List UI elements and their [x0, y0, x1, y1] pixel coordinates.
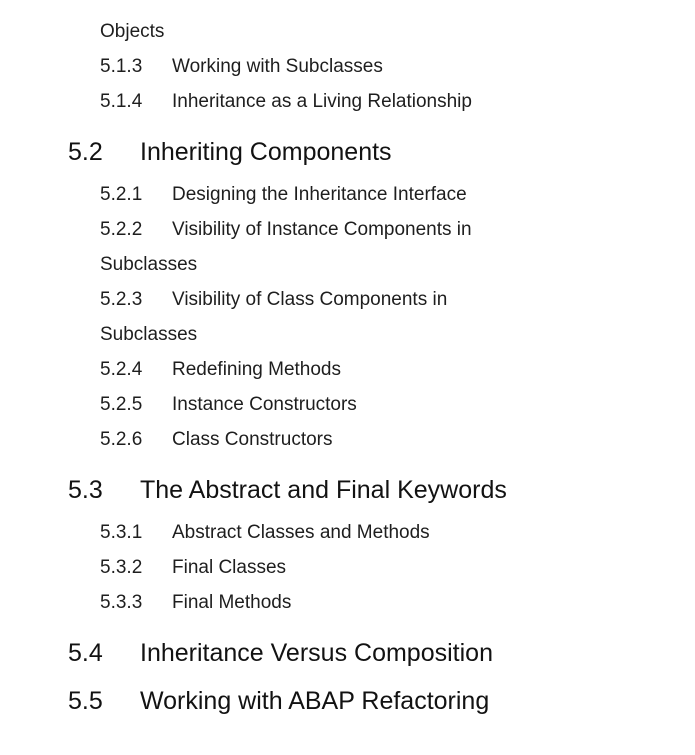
- toc-entry-number: 5.2.4: [100, 359, 143, 380]
- toc-entry-number: 5.3.2: [100, 557, 143, 578]
- toc-entry-title: Redefining Methods: [172, 359, 341, 380]
- toc-entry-number: 5.2.5: [100, 394, 143, 415]
- toc-entry-title: The Abstract and Final Keywords: [140, 476, 507, 504]
- toc-entry-number: 5.2: [68, 138, 103, 166]
- toc-entry-text: Subclasses: [100, 324, 198, 345]
- toc-entry-number: 5.2.3: [100, 289, 143, 310]
- toc-entry-continuation[interactable]: [0, 317, 695, 352]
- toc-entry-text: Objects: [100, 21, 165, 42]
- toc-entry-number: 5.3: [68, 476, 103, 504]
- toc-entry-section[interactable]: [0, 638, 695, 668]
- toc-entry-title: Class Constructors: [172, 429, 333, 450]
- toc-entry-subsection[interactable]: [0, 515, 695, 550]
- toc-entry-continuation[interactable]: [0, 247, 695, 282]
- toc-entry-subsection[interactable]: [0, 550, 695, 585]
- toc-entry-number: 5.1.4: [100, 91, 143, 112]
- toc-entry-title: Working with Subclasses: [172, 56, 383, 77]
- toc-entry-number: 5.5: [68, 687, 103, 715]
- toc-entry-subsection[interactable]: [0, 387, 695, 422]
- toc-entry-number: 5.3.1: [100, 522, 143, 543]
- toc-entry-text: Subclasses: [100, 254, 198, 275]
- toc-entry-subsection[interactable]: [0, 585, 695, 620]
- toc-entry-number: 5.1.3: [100, 56, 143, 77]
- toc-entry-number: 5.2.1: [100, 184, 143, 205]
- toc-entry-subsection[interactable]: [0, 49, 695, 84]
- toc-entry-number: 5.2.2: [100, 219, 143, 240]
- toc-entry-subsection[interactable]: [0, 282, 695, 317]
- toc-entry-title: Visibility of Instance Components in: [172, 219, 472, 240]
- toc-entry-title: Final Classes: [172, 557, 287, 578]
- toc-entry-title: Abstract Classes and Methods: [172, 522, 430, 543]
- toc-entry-title: Inheritance as a Living Relationship: [172, 91, 472, 112]
- toc-entry-number: 5.4: [68, 639, 103, 667]
- toc-entry-section[interactable]: [0, 475, 695, 505]
- toc-entry-number: 5.3.3: [100, 592, 143, 613]
- toc-entry-subsection[interactable]: [0, 84, 695, 119]
- toc-entry-number: 5.2.6: [100, 429, 143, 450]
- toc-entry-title: Instance Constructors: [172, 394, 357, 415]
- toc-entry-title: Designing the Inheritance Interface: [172, 184, 467, 205]
- toc-entry-title: Final Methods: [172, 592, 292, 613]
- toc-entry-subsection[interactable]: [0, 177, 695, 212]
- toc-entry-section[interactable]: [0, 137, 695, 167]
- toc-entry-section[interactable]: [0, 686, 695, 716]
- toc-entry-title: Working with ABAP Refactoring: [140, 687, 490, 715]
- table-of-contents: [0, 14, 695, 716]
- toc-entry-title: Inheritance Versus Composition: [140, 639, 493, 667]
- toc-entry-continuation[interactable]: [0, 14, 695, 49]
- toc-entry-subsection[interactable]: [0, 352, 695, 387]
- toc-entry-title: Visibility of Class Components in: [172, 289, 448, 310]
- toc-entry-subsection[interactable]: [0, 212, 695, 247]
- toc-entry-title: Inheriting Components: [140, 138, 392, 166]
- toc-entry-subsection[interactable]: [0, 422, 695, 457]
